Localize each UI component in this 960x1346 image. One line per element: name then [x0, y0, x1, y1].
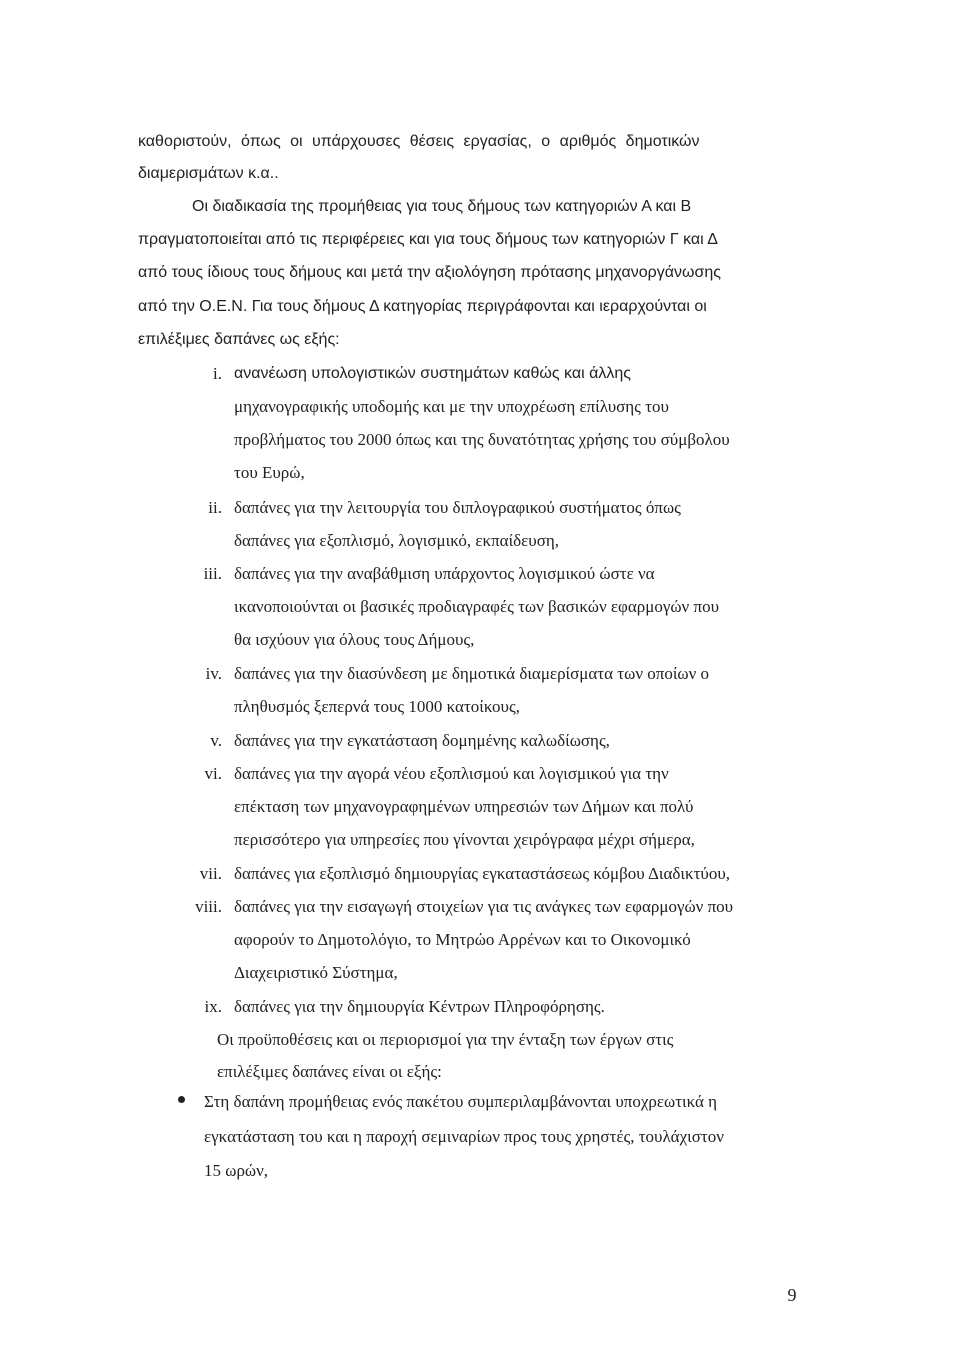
item-line: επέκταση των μηχανογραφημένων υπηρεσιών των Δήμων και πολύ	[234, 797, 694, 816]
item-line: δαπάνες για την εγκατάσταση δομημένης καλωδίωσης,	[234, 731, 610, 750]
item-line: δαπάνες για την δημιουργία Κέντρων Πληροφόρησης.	[234, 997, 605, 1016]
item-line: δαπάνες για την αναβάθμιση υπάρχοντος λογισμικού ώστε να	[234, 564, 655, 583]
item-numeral: iv.	[205, 664, 222, 683]
intro-line-6: από την Ο.Ε.Ν. Για τους δήμους Δ κατηγορίας περιγράφονται και ιεραρχούνται οι	[138, 298, 707, 315]
intro-line-2: διαμερισμάτων κ.α..	[138, 165, 279, 182]
item-numeral: v.	[210, 731, 222, 750]
item-numeral: vi.	[204, 764, 222, 783]
item-line: ανανέωση υπολογιστικών συστημάτων καθώς και άλλης	[234, 365, 631, 382]
item-numeral: iii.	[203, 564, 222, 583]
bullet-marker	[178, 1096, 185, 1103]
item-line: δαπάνες για εξοπλισμό δημιουργίας εγκαταστάσεως κόμβου Διαδικτύου,	[234, 864, 730, 883]
item-numeral: ix.	[204, 997, 222, 1016]
page-number: 9	[787, 1285, 797, 1305]
item-line: Διαχειριστικό Σύστημα,	[234, 963, 398, 982]
item-line: προβλήματος του 2000 όπως και της δυνατότητας χρήσης του σύμβολου	[234, 430, 730, 449]
bullet-line-3: 15 ωρών,	[204, 1161, 269, 1180]
item-line: θα ισχύουν για όλους τους Δήμους,	[234, 630, 475, 649]
item-numeral: ii.	[208, 498, 222, 517]
item-line: πληθυσμός ξεπερνά τους 1000 κατοίκους,	[234, 697, 520, 716]
item-line: ικανοποιούνται οι βασικές προδιαγραφές των βασικών εφαρμογών που	[234, 597, 719, 616]
item-line: δαπάνες για την αγορά νέου εξοπλισμού και λογισμικού για την	[234, 764, 669, 783]
item-line: δαπάνες για την διασύνδεση με δημοτικά διαμερίσματα των οποίων ο	[234, 664, 710, 683]
bullet-line-2: εγκατάσταση του και η παροχή σεμιναρίων προς τους χρηστές, τουλάχιστον	[204, 1127, 724, 1146]
conditions-line-2: επιλέξιμες δαπάνες είναι οι εξής:	[217, 1062, 442, 1081]
intro-line-3: Οι διαδικασία της προμήθειας για τους δήμους των κατηγοριών Α και Β	[192, 198, 692, 215]
item-line: δαπάνες για εξοπλισμό, λογισμικό, εκπαίδευση,	[234, 531, 560, 550]
bullet-line-1: Στη δαπάνη προμήθειας ενός πακέτου συμπεριλαμβάνονται υποχρεωτικά η	[204, 1092, 718, 1111]
item-numeral: vii.	[199, 864, 222, 883]
intro-line-7: επιλέξιμες δαπάνες ως εξής:	[138, 331, 340, 348]
item-line: περισσότερο για υπηρεσίες που γίνονται χειρόγραφα μέχρι σήμερα,	[234, 830, 695, 849]
item-line: αφορούν το Δημοτολόγιο, το Μητρώο Αρρένων και το Οικονομικό	[234, 930, 691, 949]
item-line: δαπάνες για την λειτουργία του διπλογραφικού συστήματος όπως	[234, 498, 681, 517]
item-line: δαπάνες για την εισαγωγή στοιχείων για τις ανάγκες των εφαρμογών που	[234, 897, 734, 916]
item-line: μηχανογραφικής υποδομής και με την υποχρέωση επίλυσης του	[234, 397, 669, 416]
item-numeral: i.	[213, 364, 222, 383]
intro-line-4: πραγματοποιείται από τις περιφέρειες και για τους δήμους των κατηγοριών Γ και Δ	[138, 231, 718, 248]
intro-line-5: από τους ίδιους τους δήμους και μετά την αξιολόγηση πρότασης μηχανοργάνωσης	[138, 264, 721, 281]
item-numeral: viii.	[195, 897, 222, 916]
intro-line-1: καθοριστούν, όπως οι υπάρχουσες θέσεις εργασίας, ο αριθμός δημοτικών	[138, 133, 700, 150]
item-line: του Ευρώ,	[234, 463, 305, 482]
conditions-line-1: Οι προϋποθέσεις και οι περιορισμοί για την ένταξη των έργων στις	[217, 1030, 674, 1049]
